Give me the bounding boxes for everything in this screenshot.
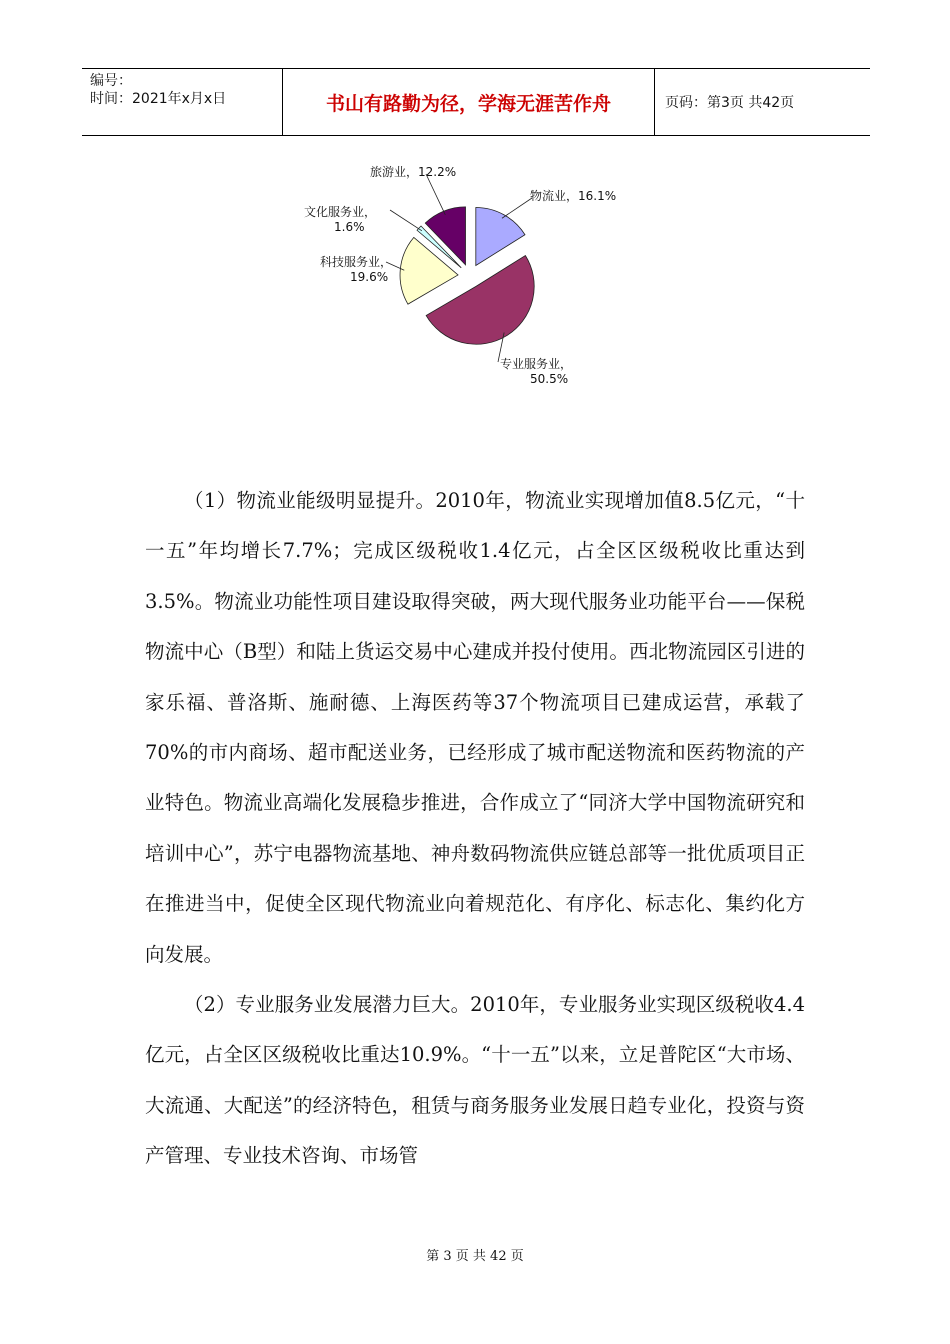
number-label: 编号： [90, 73, 132, 89]
pie-label-5: 旅游业，12.2% [370, 165, 457, 179]
header-motto: 书山有路勤为径，学海无涯苦作舟 [283, 69, 655, 135]
body-text [145, 476, 805, 1182]
paragraph-logistics: （1）物流业能级明显提升。2010年，物流业实现增加值8.5亿元，“十一五”年均增长7.7%；完成区级税收1.4亿元，占全区区级税收比重达到3.5%。物流业功能性项目建设取得突破，两大现代服务业功能平台——保税物流中心（B型）和陆上货运交易中心建成并投付使用。西北物流园区引进的家乐福、普洛斯、施耐德、上海医药等37个物流项目已建成运营，承载了70%的市内商场、超市配送业务，已经形成了城市配送物流和医药物流的产业特色。物流业高端化发展稳步推进，合作成立了“同济大学中国物流研究和培训中心”，苏宁电器物流基地、神舟数码物流供应链总部等一批优质项目正在推进当中，促使全区现代物流业向着规范化、有序化、标志化、集约化方向发展。 [145, 489, 805, 966]
paragraph-professional-services: （2）专业服务业发展潜力巨大。2010年，专业服务业实现区级税收4.4亿元，占全区区级税收比重达10.9%。“十一五”以来，立足普陀区“大市场、大流通、大配送”的经济特色，租赁与商务服务业发展日趋专业化，投资与资产管理、专业技术咨询、市场管 [145, 993, 805, 1168]
time-label: 时间：2021年x月x日 [90, 91, 227, 107]
pie-label-4: 文化服务业， 1.6% [304, 205, 377, 234]
pie-chart-svg [290, 150, 650, 400]
pie-label-2: 专业服务业， 50.5% [500, 357, 573, 386]
pie-slice-1 [476, 208, 525, 266]
industry-share-pie-chart [290, 150, 650, 400]
pie-label-3: 科技服务业， 19.6% [320, 255, 393, 284]
pie-leader-line-5 [426, 174, 445, 215]
pie-leader-line-4 [390, 210, 422, 231]
header-meta [82, 69, 283, 135]
page-header [82, 68, 870, 136]
header-page-info: 页码：第3页 共42页 [665, 95, 795, 111]
pie-leader-line-1 [502, 198, 532, 218]
page-footer: 第 3 页 共 42 页 [426, 1249, 524, 1264]
pie-label-1: 物流业，16.1% [530, 189, 617, 203]
